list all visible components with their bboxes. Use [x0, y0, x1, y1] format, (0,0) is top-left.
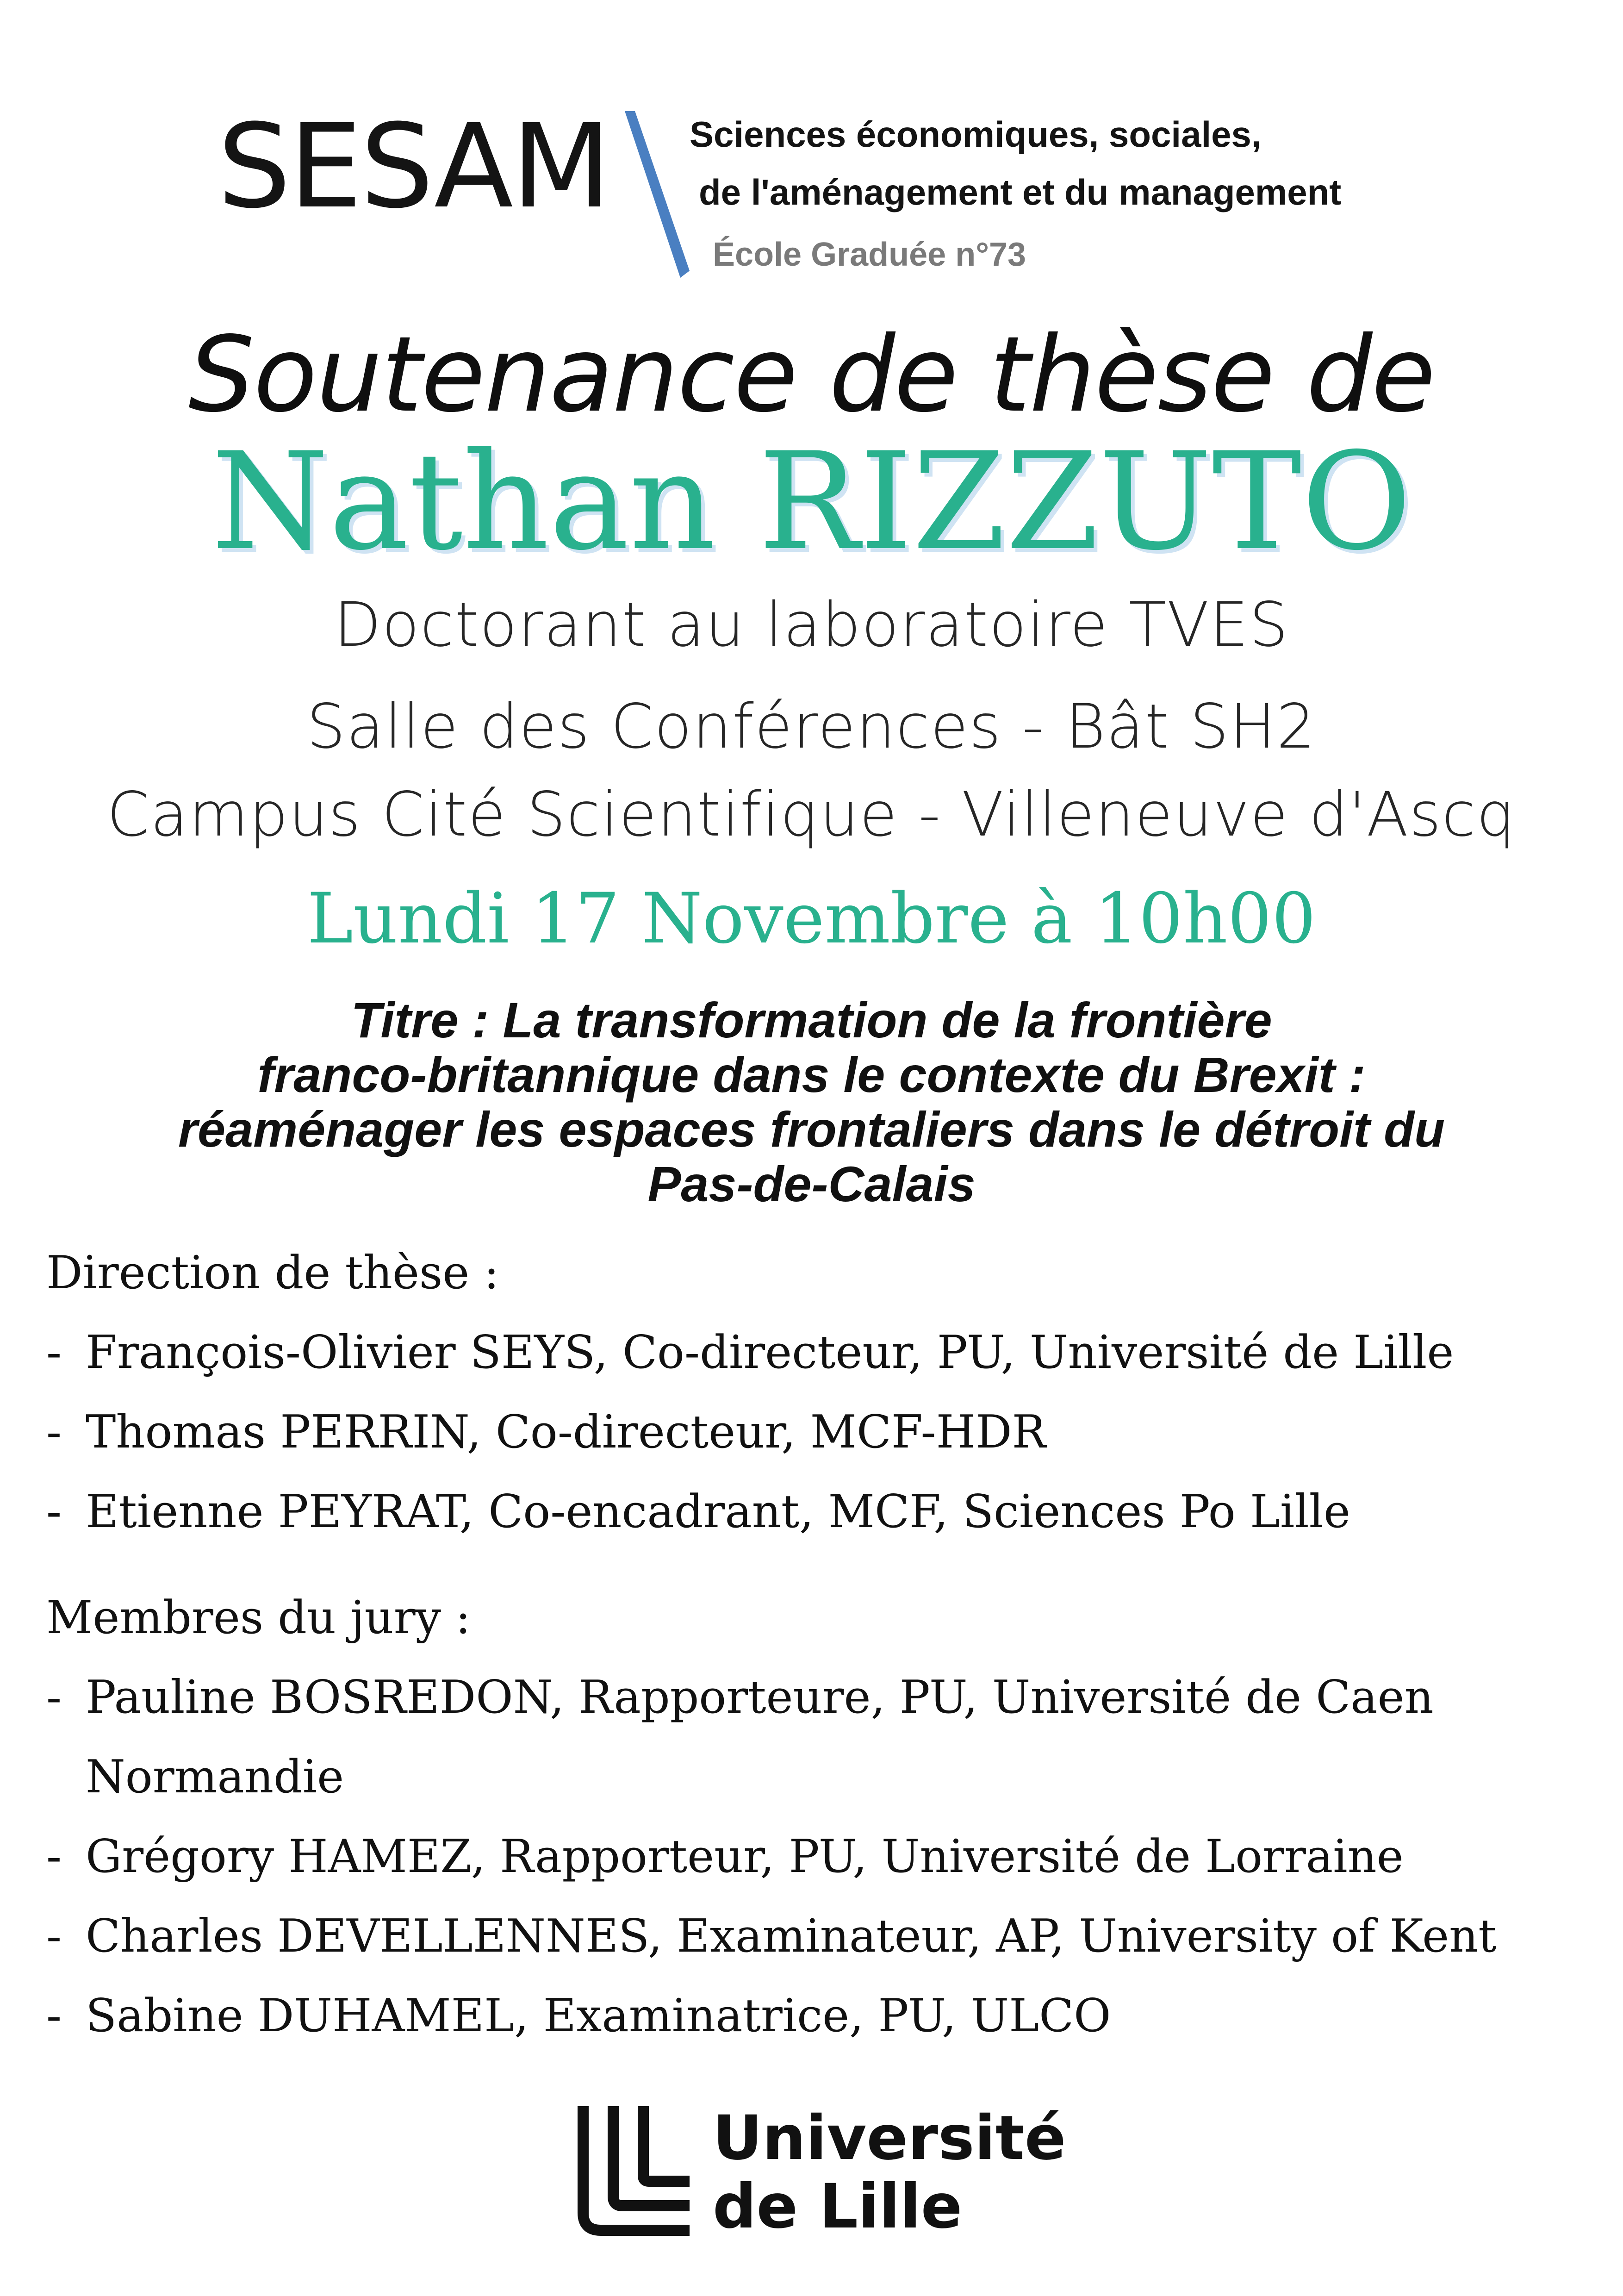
thesis-title-line: franco-britannique dans le contexte du Brexit :	[257, 1047, 1366, 1103]
list-item	[46, 1988, 1527, 2044]
ulille-wordmark-line1: Université	[713, 2103, 1066, 2174]
person-entry: Etienne PEYRAT, Co-encadrant, MCF, Sciences Po Lille	[86, 1485, 1350, 1538]
thesis-title-line: Titre : La transformation de la frontière	[351, 992, 1272, 1048]
ulille-wordmark-line2: de Lille	[713, 2171, 963, 2242]
ulille-monogram-icon	[574, 2106, 694, 2236]
thesis-title-line: Pas-de-Calais	[647, 1156, 976, 1212]
person-entry: Pauline BOSREDON, Rapporteure, PU, Université de Caen	[86, 1671, 1434, 1724]
ulille-wordmark	[713, 2104, 1066, 2241]
thesis-title	[69, 993, 1554, 1211]
sesam-logo-word: SESAM	[218, 99, 609, 234]
list-item	[46, 1404, 1527, 1460]
jury-section	[46, 1590, 1527, 2044]
sesam-tagline-line2: de l'aménagement et du management	[699, 172, 1342, 212]
list-marker: -	[46, 1485, 62, 1538]
jury-heading: Membres du jury :	[46, 1591, 471, 1644]
person-entry: Charles DEVELLENNES, Examinateur, AP, University of Kent	[86, 1910, 1497, 1963]
sesam-tagline-line1: Sciences économiques, sociales,	[690, 114, 1262, 155]
candidate-role: Doctorant au laboratoire TVES	[334, 589, 1289, 661]
list-marker: -	[46, 1990, 62, 2042]
list-marker: -	[46, 1326, 62, 1379]
list-marker: -	[46, 1910, 62, 1963]
list-item	[46, 1484, 1527, 1540]
person-entry: François-Olivier SEYS, Co-directeur, PU, Université de Lille	[86, 1326, 1454, 1379]
list-item	[46, 1670, 1527, 1805]
sesam-slash-mark	[625, 111, 690, 278]
thesis-title-line: réaménager les espaces frontaliers dans le détroit du	[178, 1101, 1445, 1157]
event-room: Salle des Conférences - Bât SH2	[306, 691, 1317, 762]
list-item	[46, 1325, 1527, 1380]
person-entry-continuation: Normandie	[86, 1751, 344, 1803]
list-marker: -	[46, 1406, 62, 1459]
list-marker: -	[46, 1830, 62, 1883]
universite-de-lille-logo	[574, 2104, 1083, 2243]
event-campus: Campus Cité Scientifique - Villeneuve d'Ascq	[106, 779, 1517, 850]
sesam-school-number: École Graduée n°73	[713, 236, 1026, 273]
sesam-logo	[218, 99, 1342, 285]
direction-heading: Direction de thèse :	[46, 1247, 499, 1299]
person-entry: Grégory HAMEZ, Rapporteur, PU, Université de Lorraine	[86, 1830, 1404, 1883]
list-marker: -	[46, 1671, 62, 1724]
event-date: Lundi 17 Novembre à 10h00	[307, 879, 1316, 959]
event-title: Soutenance de thèse de	[188, 314, 1435, 436]
list-item	[46, 1829, 1527, 1884]
direction-section	[46, 1245, 1527, 1540]
person-entry: Thomas PERRIN, Co-directeur, MCF-HDR	[86, 1406, 1046, 1459]
candidate-name: Nathan RIZZUTO	[211, 424, 1412, 580]
person-entry: Sabine DUHAMEL, Examinatrice, PU, ULCO	[86, 1990, 1111, 2042]
list-item	[46, 1909, 1527, 1964]
